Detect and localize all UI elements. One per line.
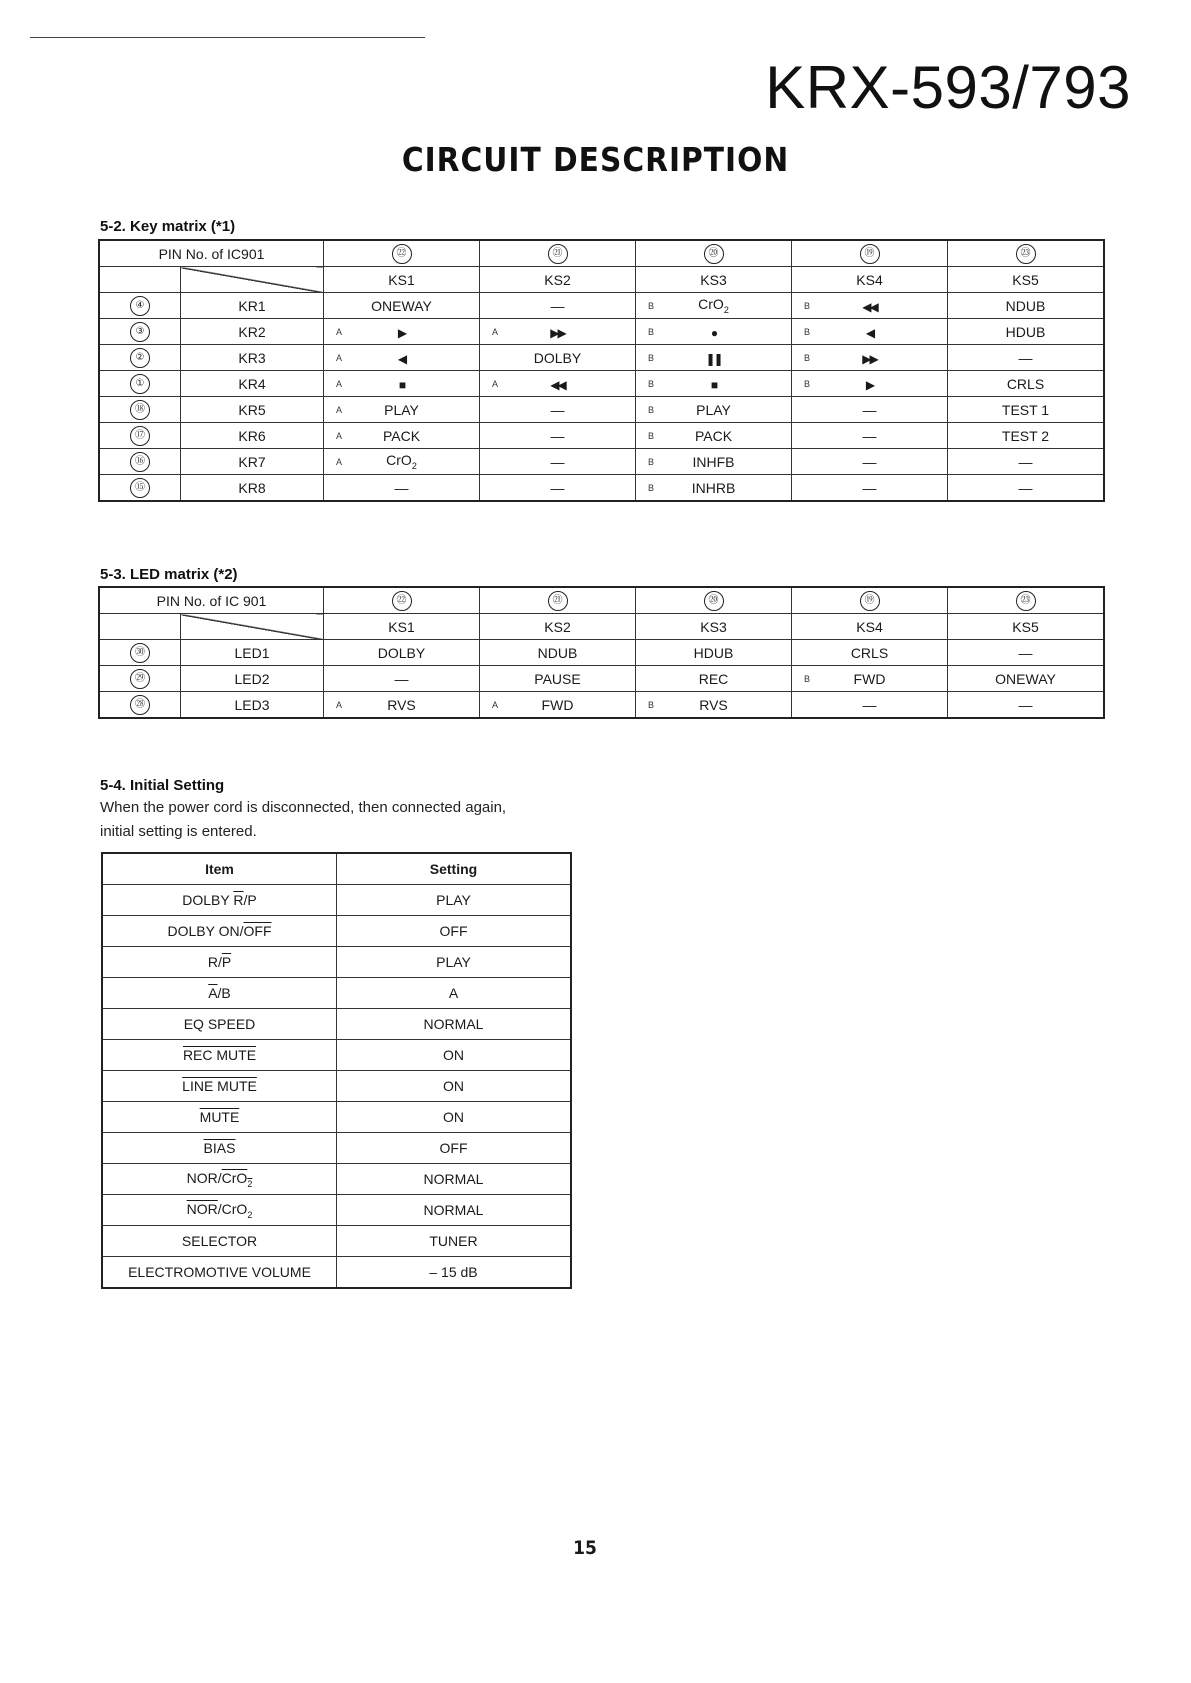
setting-cell: TUNER	[337, 1226, 572, 1257]
column-pin	[636, 240, 792, 267]
cell-value: CRLS	[1006, 375, 1045, 392]
row-pin	[99, 475, 181, 502]
matrix-cell	[480, 293, 636, 319]
item-text-part: DOLBY	[182, 892, 234, 908]
item-cell	[102, 1195, 337, 1226]
model-number: KRX-593/793	[765, 54, 1131, 121]
row-pin	[99, 293, 181, 319]
pin-header: PIN No. of IC901	[99, 240, 324, 267]
setting-cell: OFF	[337, 916, 572, 947]
setting-cell: OFF	[337, 1133, 572, 1164]
item-text-part: $\overline{A}$	[208, 985, 218, 1001]
table-row	[99, 475, 1104, 502]
cell-value: ◀◀	[862, 299, 877, 314]
matrix-cell	[636, 475, 792, 502]
cell-value: FWD	[541, 696, 574, 713]
setting-cell: NORMAL	[337, 1009, 572, 1040]
cell-value: NDUB	[537, 644, 578, 661]
matrix-pin-row	[99, 240, 1104, 267]
item-text-part: REC MUTE	[182, 1047, 257, 1063]
matrix-cell	[948, 345, 1105, 371]
row-label: KR5	[181, 397, 324, 423]
item-text-part: /CrO$_2$	[217, 1200, 253, 1220]
matrix-cell	[324, 397, 480, 423]
column-pin	[480, 587, 636, 614]
matrix-cell	[948, 319, 1105, 345]
cell-value: ■	[710, 377, 717, 392]
item-text-part: EQ SPEED	[183, 1016, 256, 1032]
item-text-part: $\overline{R}$	[233, 892, 244, 908]
cell-value: ◀	[397, 351, 406, 366]
cell-value: —	[1018, 453, 1033, 470]
cell-prefix: B	[648, 352, 655, 363]
matrix-cell	[636, 397, 792, 423]
matrix-cell	[636, 692, 792, 719]
matrix-cell	[636, 666, 792, 692]
setting-cell: PLAY	[337, 947, 572, 978]
setting-column-header: Setting	[337, 853, 572, 885]
cell-value: RVS	[387, 696, 416, 713]
table-row	[99, 345, 1104, 371]
item-text-part: $\overline{NOR}$	[186, 1200, 218, 1217]
matrix-cell	[792, 423, 948, 449]
matrix-cell	[480, 319, 636, 345]
cell-value: PACK	[382, 427, 421, 444]
initial-setting-intro	[100, 796, 506, 844]
cell-prefix: B	[648, 326, 655, 337]
cell-value: PACK	[694, 427, 733, 444]
column-label: KS2	[480, 614, 636, 640]
column-pin	[792, 240, 948, 267]
pin-circle: ㉒	[392, 591, 412, 611]
cell-value: —	[862, 479, 877, 496]
item-cell	[102, 1257, 337, 1289]
matrix-cell	[636, 345, 792, 371]
matrix-cell	[480, 640, 636, 666]
column-label: KS4	[792, 267, 948, 293]
cell-value: ▶▶	[862, 351, 877, 366]
cell-value: HDUB	[693, 644, 734, 661]
cell-value: ❚❚	[705, 351, 722, 366]
item-text-part: ELECTROMOTIVE VOLUME	[128, 1264, 311, 1280]
cell-prefix: A	[336, 352, 343, 363]
pin-circle: ⑱	[130, 400, 150, 420]
matrix-cell	[948, 423, 1105, 449]
table-row	[99, 666, 1104, 692]
cell-value: CRLS	[850, 644, 889, 661]
cell-value: PLAY	[384, 401, 419, 418]
cell-prefix: B	[804, 673, 811, 684]
cell-value: TEST 2	[1001, 427, 1050, 444]
cell-prefix: B	[648, 482, 655, 493]
cell-prefix: A	[492, 326, 499, 337]
column-pin	[480, 240, 636, 267]
table-row	[102, 1040, 571, 1071]
pin-header: PIN No. of IC 901	[99, 587, 324, 614]
initial-setting-header-row	[102, 853, 571, 885]
row-pin	[99, 345, 181, 371]
pin-circle: ①	[130, 374, 150, 394]
matrix-cell	[948, 640, 1105, 666]
matrix-cell	[948, 475, 1105, 502]
row-label: KR2	[181, 319, 324, 345]
table-row	[99, 423, 1104, 449]
table-row	[99, 449, 1104, 475]
item-text-part: NOR/	[186, 1169, 222, 1186]
row-label: LED3	[181, 692, 324, 719]
matrix-cell	[324, 640, 480, 666]
row-pin	[99, 640, 181, 666]
pin-circle: ⑯	[130, 452, 150, 472]
matrix-cell	[792, 345, 948, 371]
pin-circle: ⑳	[704, 591, 724, 611]
row-label: LED2	[181, 666, 324, 692]
row-pin	[99, 371, 181, 397]
item-column-header: Item	[102, 853, 337, 885]
key-matrix-table	[98, 239, 1105, 502]
setting-cell: A	[337, 978, 572, 1009]
table-row	[99, 319, 1104, 345]
row-label: KR1	[181, 293, 324, 319]
column-label: KS3	[636, 614, 792, 640]
matrix-cell	[792, 293, 948, 319]
cell-prefix: B	[804, 300, 811, 311]
cell-prefix: A	[492, 378, 499, 389]
cell-prefix: B	[804, 378, 811, 389]
cell-prefix: A	[492, 699, 499, 710]
matrix-cell	[324, 345, 480, 371]
item-text-part: /B	[217, 985, 231, 1001]
item-cell	[102, 1226, 337, 1257]
pin-circle: ㉑	[548, 244, 568, 264]
item-cell	[102, 1040, 337, 1071]
matrix-cell	[792, 319, 948, 345]
table-row	[102, 1071, 571, 1102]
setting-cell: ON	[337, 1040, 572, 1071]
matrix-cell	[948, 371, 1105, 397]
matrix-cell	[324, 423, 480, 449]
matrix-cell	[480, 397, 636, 423]
page-number: 15	[573, 1537, 597, 1559]
table-row	[99, 692, 1104, 719]
cell-value: —	[550, 453, 565, 470]
pin-circle: ㉓	[1016, 591, 1036, 611]
cell-prefix: B	[648, 300, 655, 311]
column-label: KS4	[792, 614, 948, 640]
setting-cell: NORMAL	[337, 1164, 572, 1195]
column-label: KS3	[636, 267, 792, 293]
matrix-cell	[948, 449, 1105, 475]
pin-circle: ⑲	[860, 244, 880, 264]
key-matrix-heading: 5-2. Key matrix (*1)	[100, 218, 236, 235]
matrix-cell	[324, 371, 480, 397]
cell-value: CrO$_2$	[698, 296, 729, 315]
cell-value: ONEWAY	[371, 297, 432, 314]
cell-value: NDUB	[1005, 297, 1046, 314]
item-text-part: MUTE	[199, 1109, 240, 1125]
row-pin	[99, 692, 181, 719]
row-label: KR8	[181, 475, 324, 502]
matrix-cell	[324, 293, 480, 319]
matrix-cell	[636, 449, 792, 475]
column-pin	[636, 587, 792, 614]
cell-value: —	[550, 479, 565, 496]
table-row	[102, 885, 571, 916]
diagonal-cell	[181, 614, 324, 640]
matrix-cell	[324, 319, 480, 345]
table-row	[102, 1195, 571, 1226]
blank-corner	[99, 614, 181, 640]
item-text-part: SELECTOR	[181, 1233, 258, 1249]
pin-circle: ㉑	[548, 591, 568, 611]
diagonal-cell	[181, 267, 324, 293]
matrix-cell	[792, 371, 948, 397]
matrix-cell	[480, 423, 636, 449]
cell-value: ■	[398, 377, 405, 392]
row-pin	[99, 319, 181, 345]
column-label: KS1	[324, 267, 480, 293]
item-cell	[102, 885, 337, 916]
pin-circle: ②	[130, 348, 150, 368]
item-cell	[102, 916, 337, 947]
blank-corner	[99, 267, 181, 293]
row-label: KR7	[181, 449, 324, 475]
cell-value: —	[1018, 644, 1033, 661]
cell-prefix: A	[336, 430, 343, 441]
cell-value: —	[550, 427, 565, 444]
cell-value: ONEWAY	[995, 670, 1056, 687]
pin-circle: ④	[130, 296, 150, 316]
pin-circle: ⑮	[130, 478, 150, 498]
cell-value: —	[1018, 479, 1033, 496]
cell-prefix: A	[336, 699, 343, 710]
matrix-cell	[636, 319, 792, 345]
item-cell	[102, 1009, 337, 1040]
cell-value: ▶	[397, 325, 406, 340]
cell-value: ▶▶	[550, 325, 565, 340]
cell-value: —	[550, 297, 565, 314]
table-row	[102, 1257, 571, 1289]
table-row	[102, 1009, 571, 1040]
led-matrix-heading: 5-3. LED matrix (*2)	[100, 566, 238, 583]
column-pin	[948, 240, 1105, 267]
matrix-label-row	[99, 267, 1104, 293]
table-row	[102, 1226, 571, 1257]
matrix-cell	[792, 640, 948, 666]
cell-value: —	[862, 427, 877, 444]
table-row	[102, 947, 571, 978]
column-label: KS2	[480, 267, 636, 293]
cell-value: —	[1018, 696, 1033, 713]
row-pin	[99, 397, 181, 423]
item-text-part: $\overline{OFF}$	[243, 923, 272, 939]
item-text-part: DOLBY ON/	[167, 923, 244, 939]
table-row	[99, 371, 1104, 397]
matrix-cell	[636, 293, 792, 319]
pin-circle: ⑳	[704, 244, 724, 264]
cell-value: DOLBY	[377, 644, 426, 661]
cell-value: ●	[710, 325, 717, 340]
column-pin	[948, 587, 1105, 614]
page-title: CIRCUIT DESCRIPTION	[401, 140, 790, 179]
matrix-cell	[480, 692, 636, 719]
cell-prefix: B	[648, 456, 655, 467]
column-label: KS5	[948, 267, 1105, 293]
cell-prefix: B	[804, 326, 811, 337]
item-cell	[102, 947, 337, 978]
cell-value: —	[1018, 349, 1033, 366]
item-cell	[102, 1102, 337, 1133]
row-pin	[99, 449, 181, 475]
pin-circle: ㉘	[130, 695, 150, 715]
cell-value: DOLBY	[533, 349, 582, 366]
cell-value: —	[862, 453, 877, 470]
cell-prefix: B	[648, 699, 655, 710]
intro-line-1: When the power cord is disconnected, then connected again,	[100, 799, 507, 816]
matrix-cell	[480, 666, 636, 692]
cell-prefix: B	[804, 352, 811, 363]
matrix-cell	[324, 666, 480, 692]
initial-setting-table	[101, 852, 572, 1289]
cell-value: REC	[698, 670, 729, 687]
table-row	[102, 978, 571, 1009]
cell-value: ◀◀	[550, 377, 565, 392]
row-label: KR4	[181, 371, 324, 397]
table-row	[102, 916, 571, 947]
matrix-cell	[636, 423, 792, 449]
matrix-cell	[948, 397, 1105, 423]
cell-value: CrO$_2$	[386, 452, 417, 471]
row-label: KR6	[181, 423, 324, 449]
matrix-cell	[792, 692, 948, 719]
item-cell	[102, 978, 337, 1009]
column-label: KS5	[948, 614, 1105, 640]
matrix-label-row	[99, 614, 1104, 640]
matrix-cell	[792, 475, 948, 502]
cell-value: INHRB	[691, 479, 736, 496]
matrix-cell	[324, 449, 480, 475]
pin-circle: ㉓	[1016, 244, 1036, 264]
setting-cell: PLAY	[337, 885, 572, 916]
cell-value: FWD	[853, 670, 886, 687]
cell-prefix: A	[336, 326, 343, 337]
led-matrix-table	[98, 586, 1105, 719]
setting-cell: ON	[337, 1071, 572, 1102]
cell-prefix: A	[336, 456, 343, 467]
table-row	[102, 1102, 571, 1133]
setting-cell: NORMAL	[337, 1195, 572, 1226]
cell-value: —	[394, 670, 409, 687]
pin-circle: ③	[130, 322, 150, 342]
table-row	[99, 293, 1104, 319]
column-label: KS1	[324, 614, 480, 640]
row-pin	[99, 666, 181, 692]
item-cell	[102, 1071, 337, 1102]
cell-value: PAUSE	[534, 670, 581, 687]
matrix-cell	[480, 371, 636, 397]
pin-circle: ㉙	[130, 669, 150, 689]
initial-setting-heading: 5-4. Initial Setting	[100, 777, 225, 794]
column-pin	[324, 240, 480, 267]
table-row	[102, 1133, 571, 1164]
matrix-cell	[636, 640, 792, 666]
matrix-cell	[792, 449, 948, 475]
matrix-cell	[948, 692, 1105, 719]
item-text-part: CrO$_2$	[221, 1169, 253, 1189]
matrix-cell	[792, 397, 948, 423]
pin-circle: ⑰	[130, 426, 150, 446]
cell-prefix: B	[648, 430, 655, 441]
setting-cell: ON	[337, 1102, 572, 1133]
cell-value: TEST 1	[1001, 401, 1050, 418]
column-pin	[792, 587, 948, 614]
matrix-pin-row	[99, 587, 1104, 614]
item-text-part: BIAS	[203, 1140, 236, 1156]
item-cell	[102, 1133, 337, 1164]
cell-value: HDUB	[1005, 323, 1046, 340]
matrix-cell	[480, 345, 636, 371]
row-label: KR3	[181, 345, 324, 371]
cell-value: RVS	[699, 696, 728, 713]
table-row	[102, 1164, 571, 1195]
cell-prefix: B	[648, 404, 655, 415]
cell-prefix: B	[648, 378, 655, 389]
item-cell	[102, 1164, 337, 1195]
matrix-cell	[324, 475, 480, 502]
cell-value: INHFB	[692, 453, 735, 470]
item-text-part: R/	[207, 954, 222, 970]
pin-circle: ⑲	[860, 591, 880, 611]
pin-circle: ㉚	[130, 643, 150, 663]
matrix-cell	[792, 666, 948, 692]
table-row	[99, 640, 1104, 666]
pin-circle: ㉒	[392, 244, 412, 264]
cell-value: ◀	[865, 325, 874, 340]
matrix-cell	[636, 371, 792, 397]
matrix-cell	[948, 666, 1105, 692]
matrix-cell	[324, 692, 480, 719]
cell-value: PLAY	[696, 401, 731, 418]
cell-prefix: A	[336, 378, 343, 389]
table-row	[99, 397, 1104, 423]
cell-value: ▶	[865, 377, 874, 392]
cell-value: —	[550, 401, 565, 418]
matrix-cell	[480, 449, 636, 475]
row-label: LED1	[181, 640, 324, 666]
matrix-cell	[948, 293, 1105, 319]
row-pin	[99, 423, 181, 449]
cell-value: —	[862, 401, 877, 418]
item-text-part: /P	[243, 892, 257, 908]
top-rule	[30, 37, 425, 38]
item-text-part: $\overline{P}$	[221, 954, 232, 970]
intro-line-2: initial setting is entered.	[100, 823, 257, 840]
cell-prefix: A	[336, 404, 343, 415]
cell-value: —	[862, 696, 877, 713]
column-pin	[324, 587, 480, 614]
cell-value: —	[394, 479, 409, 496]
matrix-cell	[480, 475, 636, 502]
setting-cell: – 15 dB	[337, 1257, 572, 1289]
item-text-part: LINE MUTE	[182, 1078, 257, 1094]
